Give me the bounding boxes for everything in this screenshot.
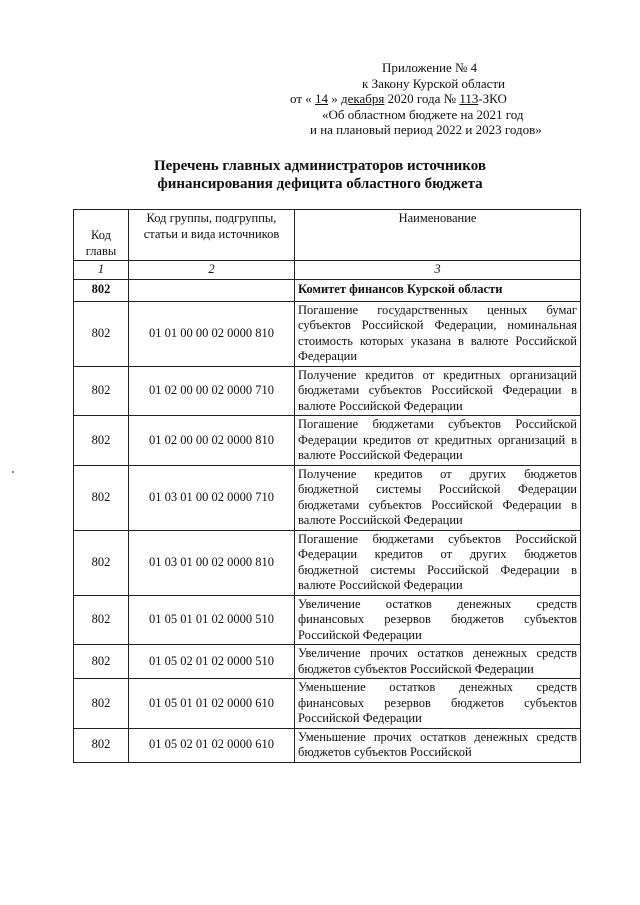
page-title: Перечень главных администраторов источников финансирования дефицита областного бюджета (154, 158, 486, 192)
row-name: Получение кредитов от кредитных организаций бюджетами субъектов Российской Федерации в валюте Российской Федерации (295, 366, 581, 416)
group-code: 802 (74, 279, 129, 301)
row-source-code: 01 05 01 01 02 0000 610 (129, 679, 295, 729)
law-month: декабря (341, 91, 385, 106)
row-chapter-code: 802 (74, 530, 129, 595)
table-row (74, 595, 581, 645)
table-row (74, 366, 581, 416)
page-bottom-margin (0, 856, 640, 905)
table-row (74, 645, 581, 679)
row-chapter-code: 802 (74, 595, 129, 645)
scan-dot (12, 471, 14, 473)
row-chapter-code: 802 (74, 728, 129, 762)
row-name: Увеличение остатков денежных средств финансовых резервов бюджетов субъектов Российской Федерации (295, 595, 581, 645)
appendix-law: к Закону Курской области (362, 75, 505, 91)
header-source-code: Код группы, подгруппы, статьи и вида источников (129, 210, 295, 261)
table-row (74, 301, 581, 366)
row-source-code: 01 01 00 00 02 0000 810 (129, 301, 295, 366)
row-chapter-code: 802 (74, 301, 129, 366)
appendix-header (280, 60, 600, 138)
row-source-code: 01 05 01 01 02 0000 510 (129, 595, 295, 645)
row-name: Погашение бюджетами субъектов Российской Федерации кредитов от других бюджетов бюджетной системы Российской Федерации в валюте Российской Федерации (295, 530, 581, 595)
row-source-code: 01 05 02 01 02 0000 510 (129, 645, 295, 679)
row-source-code: 01 03 01 00 02 0000 710 (129, 465, 295, 530)
group-row (74, 279, 581, 301)
law-title-line1: «Об областном бюджете на 2021 год (322, 106, 524, 122)
row-chapter-code: 802 (74, 679, 129, 729)
row-source-code: 01 05 02 01 02 0000 610 (129, 728, 295, 762)
law-title-line2: и на плановый период 2022 и 2023 годов» (310, 122, 542, 137)
header-chapter-code: Код главы (74, 210, 129, 261)
row-chapter-code: 802 (74, 645, 129, 679)
appendix-date-line: от « 14 » декабря 2020 года № 113-ЗКО (290, 91, 507, 106)
administrators-table (73, 209, 581, 763)
row-chapter-code: 802 (74, 465, 129, 530)
table-row (74, 465, 581, 530)
table-header-row (74, 210, 581, 261)
table-row (74, 679, 581, 729)
row-source-code: 01 02 00 00 02 0000 810 (129, 416, 295, 466)
group-name: Комитет финансов Курской области (295, 279, 581, 301)
table-row (74, 728, 581, 762)
row-name: Увеличение прочих остатков денежных средств бюджетов субъектов Российской Федерации (295, 645, 581, 679)
table-row (74, 416, 581, 466)
row-name: Уменьшение остатков денежных средств финансовых резервов бюджетов субъектов Российской Федерации (295, 679, 581, 729)
table-row (74, 530, 581, 595)
row-name: Уменьшение прочих остатков денежных средств бюджетов субъектов Российской (295, 728, 581, 762)
law-number: 113 (459, 91, 479, 106)
header-name: Наименование (295, 210, 581, 261)
row-name: Получение кредитов от других бюджетов бюджетной системы Российской Федерации бюджетами субъектов Российской Федерации в валюте Российской Федерации (295, 465, 581, 530)
row-source-code: 01 03 01 00 02 0000 810 (129, 530, 295, 595)
row-name: Погашение государственных ценных бумаг субъектов Российской Федерации, номинальная стоимость которых указана в валюте Российской Федерации (295, 301, 581, 366)
row-chapter-code: 802 (74, 416, 129, 466)
column-number-row: 1 2 3 (74, 261, 581, 280)
row-name: Погашение бюджетами субъектов Российской Федерации кредитов от кредитных организаций в валюте Российской Федерации (295, 416, 581, 466)
row-chapter-code: 802 (74, 366, 129, 416)
law-day: 14 (315, 91, 329, 106)
appendix-number: Приложение № 4 (382, 60, 478, 75)
row-source-code: 01 02 00 00 02 0000 710 (129, 366, 295, 416)
